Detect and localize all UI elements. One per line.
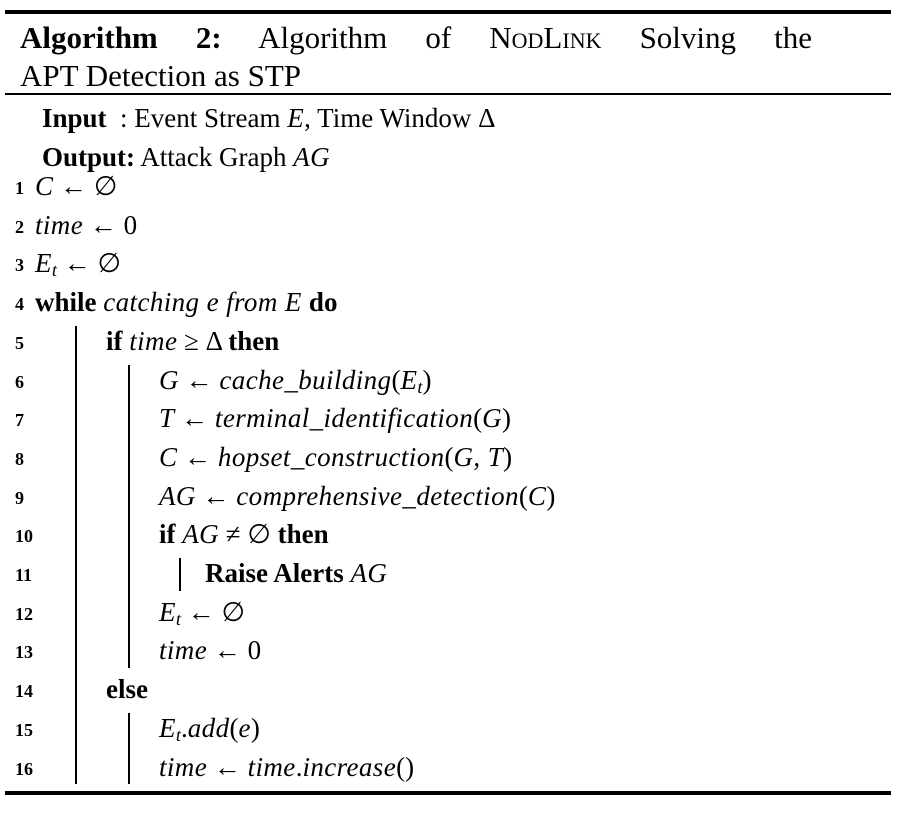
algo-line-10: [0, 515, 909, 554]
text-segment: e: [238, 712, 251, 743]
line-text: [159, 399, 511, 438]
text-segment: ≥ Δ: [177, 325, 229, 356]
text-segment: APT Detection as STP: [20, 58, 301, 93]
text-segment: do: [308, 287, 338, 318]
line-text: [106, 670, 148, 709]
algo-line-11: [0, 554, 909, 593]
text-segment: C: [35, 171, 54, 201]
text-segment: G, T: [453, 441, 504, 472]
text-segment: catching e from E: [103, 287, 309, 318]
text-segment: else: [106, 674, 148, 705]
bottom-rule: [5, 791, 891, 795]
algo-line-2: [0, 206, 909, 245]
algo-line-15: [0, 709, 909, 748]
text-segment: Attack Graph: [135, 142, 294, 172]
text-segment: ←: [178, 364, 220, 395]
algo-line-14: [0, 670, 909, 709]
algo-line-3: [0, 244, 909, 283]
line-number: 9: [15, 487, 24, 508]
text-segment: Algorithm of: [221, 20, 490, 55]
algorithm-caption: [20, 19, 812, 95]
text-segment: comprehensive_detection: [236, 480, 519, 511]
text-segment: ← 0: [207, 635, 262, 666]
text-segment: add: [187, 712, 230, 743]
text-segment: time: [247, 751, 296, 782]
text-segment: (: [391, 364, 401, 395]
line-text: [159, 748, 414, 787]
line-number: 2: [15, 216, 24, 237]
text-segment: t: [175, 608, 182, 629]
text-segment: time: [159, 635, 208, 666]
line-text: [159, 477, 555, 516]
input-line: [42, 99, 496, 138]
block-rule-level-2: [128, 365, 130, 669]
text-segment: AG: [293, 142, 331, 172]
text-segment: t: [51, 260, 58, 281]
text-segment: hopset_construction: [217, 441, 445, 472]
text-segment: if: [159, 519, 183, 550]
text-segment: ← ∅: [57, 248, 122, 279]
line-number: 3: [15, 255, 24, 276]
caption-separator-rule: [5, 93, 891, 95]
caption-line-1: [20, 19, 812, 57]
line-text: [205, 554, 387, 593]
line-text: [35, 283, 337, 322]
text-segment: time: [35, 209, 84, 240]
text-segment: ← ∅: [181, 596, 246, 627]
algo-line-7: [0, 399, 909, 438]
text-segment: ←: [207, 751, 248, 782]
caption-line-2: [20, 57, 812, 95]
text-segment: terminal_identification: [214, 403, 474, 434]
text-segment: (: [473, 403, 483, 434]
algo-line-6: [0, 361, 909, 400]
line-text: [35, 167, 117, 206]
text-segment: ): [546, 480, 556, 511]
text-segment: T: [159, 403, 175, 434]
text-segment: Algorithm 2:: [20, 20, 222, 55]
text-segment: C: [159, 441, 178, 472]
text-segment: (: [518, 480, 528, 511]
text-segment: AG: [182, 519, 220, 550]
text-segment: NodLink: [489, 20, 602, 55]
line-number: 5: [15, 332, 24, 353]
line-number: 13: [15, 642, 33, 663]
line-text: [159, 438, 512, 477]
text-segment: : Event Stream: [106, 103, 288, 133]
text-segment: ): [250, 712, 260, 743]
text-segment: E: [159, 596, 176, 627]
line-number: 10: [15, 526, 33, 547]
line-text: [106, 322, 279, 361]
algo-line-4: [0, 283, 909, 322]
text-segment: time: [159, 751, 208, 782]
top-rule: [5, 10, 891, 14]
text-segment: while: [35, 287, 104, 318]
line-number: 1: [15, 178, 24, 198]
text-segment: if: [106, 325, 130, 356]
text-segment: then: [277, 519, 329, 550]
text-segment: ): [503, 441, 513, 472]
algo-line-5: [0, 322, 909, 361]
text-segment: (: [229, 712, 239, 743]
text-segment: ←: [195, 480, 237, 511]
text-segment: AG: [350, 558, 388, 588]
text-segment: ← 0: [83, 209, 138, 240]
line-text: [159, 631, 261, 670]
line-number: 14: [15, 681, 33, 702]
text-segment: .: [295, 751, 303, 782]
text-segment: (): [396, 751, 415, 782]
text-segment: cache_building: [219, 364, 392, 395]
text-segment: , Time Window Δ: [304, 103, 496, 133]
text-segment: C: [527, 480, 547, 511]
line-number: 15: [15, 719, 33, 740]
text-segment: ← ∅: [53, 171, 118, 201]
text-segment: t: [417, 376, 423, 397]
line-text: [35, 206, 137, 245]
text-segment: t: [175, 724, 182, 745]
line-text: [159, 515, 329, 554]
line-number: 7: [15, 410, 24, 431]
algo-line-16: [0, 748, 909, 787]
text-segment: increase: [302, 751, 397, 782]
text-segment: E: [400, 364, 418, 395]
text-segment: ): [502, 403, 512, 434]
line-number: 12: [15, 603, 33, 624]
text-segment: AG: [159, 480, 196, 511]
algo-line-1: [0, 167, 909, 206]
text-segment: E: [287, 103, 305, 133]
text-segment: ): [422, 364, 432, 395]
text-segment: ≠ ∅: [219, 519, 278, 550]
text-segment: ←: [177, 441, 218, 472]
text-segment: .: [181, 712, 188, 743]
line-number: 16: [15, 758, 33, 779]
text-segment: E: [35, 248, 52, 279]
block-rule-level-2: [128, 713, 130, 784]
text-segment: (: [444, 441, 454, 472]
text-segment: Input: [42, 103, 107, 133]
algo-line-9: [0, 477, 909, 516]
line-number: 11: [15, 565, 33, 585]
text-segment: ←: [174, 403, 215, 434]
text-segment: time: [129, 325, 178, 356]
text-segment: then: [228, 325, 280, 356]
text-segment: E: [159, 712, 176, 743]
block-rule-level-3: [179, 558, 181, 591]
algo-line-8: [0, 438, 909, 477]
line-number: 8: [15, 448, 24, 469]
text-segment: Solving the: [601, 20, 812, 55]
text-segment: Raise Alerts: [205, 558, 351, 588]
text-segment: G: [482, 403, 503, 434]
algo-line-12: [0, 593, 909, 632]
block-rule-level-1: [75, 326, 77, 784]
text-segment: G: [159, 364, 179, 395]
text-segment: Output:: [42, 142, 136, 172]
algo-line-13: [0, 631, 909, 670]
line-number: 4: [15, 294, 24, 315]
line-number: 6: [15, 371, 24, 392]
